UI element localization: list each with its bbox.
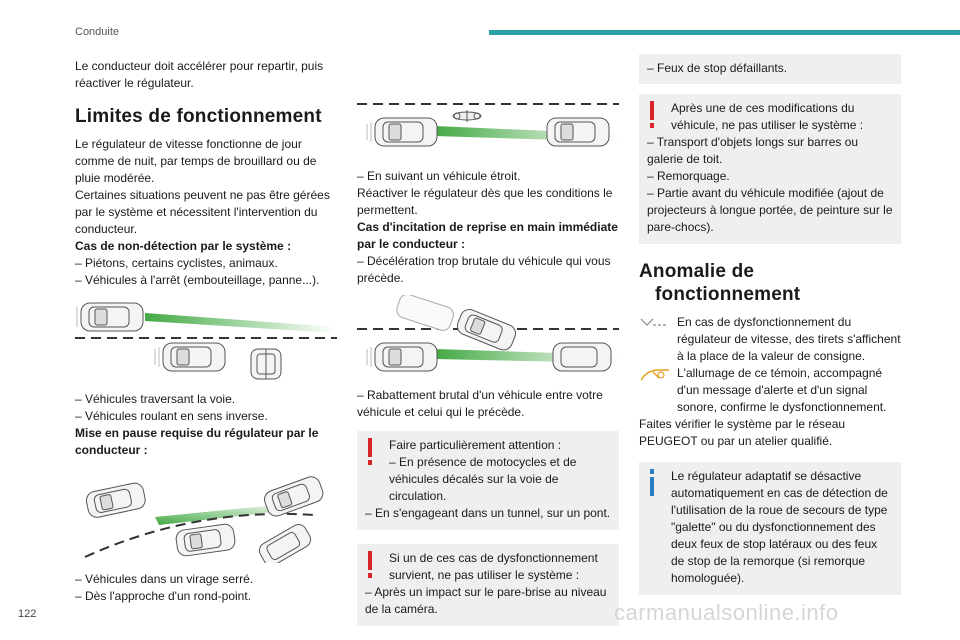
heading-anomalie-line2: fonctionnement — [655, 284, 801, 305]
heading-limites: Limites de fonctionnement — [75, 106, 322, 127]
stopped-vehicles-diagram — [75, 299, 337, 383]
watermark: carmanualsonline.info — [614, 600, 839, 625]
column-left — [75, 58, 337, 605]
illustration-narrow-vehicle — [357, 92, 619, 158]
nodetect-title: Cas de non-détection par le système : — [75, 239, 292, 253]
info-box-text: Le régulateur adaptatif se désactive automatiquement en cas de détection de l'utilisation de la roue de secours de type "galette" ou du dysfonctionnement des deux feux de stop latéraux ou des feux de stop de la remorque (si remorque homologuée). — [671, 469, 888, 585]
box3-lead: Après une de ces modifications du véhicule, ne pas utiliser le système : — [671, 101, 864, 132]
column-middle — [357, 92, 619, 626]
box1-item-2: – En s'engageant dans un tunnel, sur un pont. — [365, 506, 611, 520]
box1-lead: Faire particulièrement attention : — [389, 438, 562, 452]
anomaly-text-2: L'allumage de ce témoin, accompagné d'un message d'alerte et d'un signal sonore, confirme le dysfonctionnement. — [677, 366, 887, 414]
box-stop-lights — [639, 54, 901, 84]
heading-anomalie-line1: Anomalie de — [639, 261, 755, 282]
cruise-dashes-icon — [639, 315, 669, 329]
heading-anomalie — [639, 260, 901, 306]
pause-item-1: – Véhicules dans un virage serré. — [75, 572, 254, 586]
cruise-warning-lamp-icon — [639, 366, 671, 382]
intro-text: Le conducteur doit accélérer pour repartir, puis réactiver le régulateur. — [75, 59, 324, 90]
info-i-icon — [647, 469, 657, 497]
box2-lead: Si un de ces cas de dysfonctionnement survient, ne pas utiliser le système : — [389, 551, 598, 582]
illustration-cut-in — [357, 295, 619, 379]
narrow-item: – En suivant un véhicule étroit. — [357, 169, 521, 183]
incite-title: Cas d'incitation de reprise en main immédiate par le conducteur : — [357, 220, 618, 251]
info-box-spare-wheel — [639, 462, 901, 595]
anomaly-text-1: En cas de dysfonctionnement du régulateur de vitesse, des tirets s'affichent à la place de la valeur de consigne. — [677, 315, 901, 363]
box2-item-1: – Après un impact sur le pare-brise au niveau de la caméra. — [365, 585, 607, 616]
narrow-vehicle-diagram — [357, 92, 619, 158]
warning-box-dysfunction — [357, 544, 619, 626]
warning-exclamation-icon — [365, 551, 375, 579]
page-number: 122 — [18, 608, 37, 620]
anomaly-dashes-line — [639, 314, 901, 365]
anomaly-text-3: Faites vérifier le système par le réseau PEUGEOT ou par un atelier qualifié. — [639, 417, 846, 448]
box1-item-1: – En présence de motocycles et de véhicules décalés sur la voie de circulation. — [389, 455, 577, 503]
anomaly-warning-lamp-line — [639, 365, 901, 416]
warning-exclamation-icon — [365, 438, 375, 466]
header-accent-bar — [489, 30, 960, 35]
cut-in-item: – Rabattement brutal d'un véhicule entre votre véhicule et celui qui le précède. — [357, 388, 603, 419]
limits-paragraph-1: Le régulateur de vitesse fonctionne de jour comme de nuit, par temps de brouillard ou de pluie modérée. — [75, 137, 317, 185]
reactivate-text: Réactiver le régulateur dès que les conditions le permettent. — [357, 186, 613, 217]
box3-item-3: – Partie avant du véhicule modifiée (ajout de projecteurs à longue portée, de peinture sur le pare-chocs). — [647, 186, 893, 234]
limits-paragraph-2: Certaines situations peuvent ne pas être gérées par le système et nécessitent l'intervention du conducteur. — [75, 188, 330, 236]
warning-exclamation-icon — [647, 101, 657, 129]
nodetect-item-1: – Piétons, certains cyclistes, animaux. — [75, 256, 278, 270]
column-right — [639, 54, 901, 595]
warning-box-modifications — [639, 94, 901, 244]
illustration-stopped-vehicles — [75, 299, 337, 383]
pause-item-2: – Dès l'approche d'un rond-point. — [75, 589, 252, 603]
cross-item-1: – Véhicules traversant la voie. — [75, 392, 236, 406]
nodetect-item-2: – Véhicules à l'arrêt (embouteillage, panne...). — [75, 273, 320, 287]
illustration-tight-bend — [75, 467, 337, 563]
cut-in-diagram — [357, 295, 619, 379]
box-top-item: – Feux de stop défaillants. — [647, 61, 788, 75]
box3-item-2: – Remorquage. — [647, 169, 730, 183]
cross-item-2: – Véhicules roulant en sens inverse. — [75, 409, 268, 423]
section-header: Conduite — [75, 26, 120, 38]
pause-title: Mise en pause requise du régulateur par le conducteur : — [75, 426, 319, 457]
warning-box-attention — [357, 431, 619, 530]
incite-item-1: – Décélération trop brutale du véhicule qui vous précède. — [357, 254, 611, 285]
box3-item-1: – Transport d'objets longs sur barres ou galerie de toit. — [647, 135, 859, 166]
tight-bend-diagram — [75, 467, 337, 563]
